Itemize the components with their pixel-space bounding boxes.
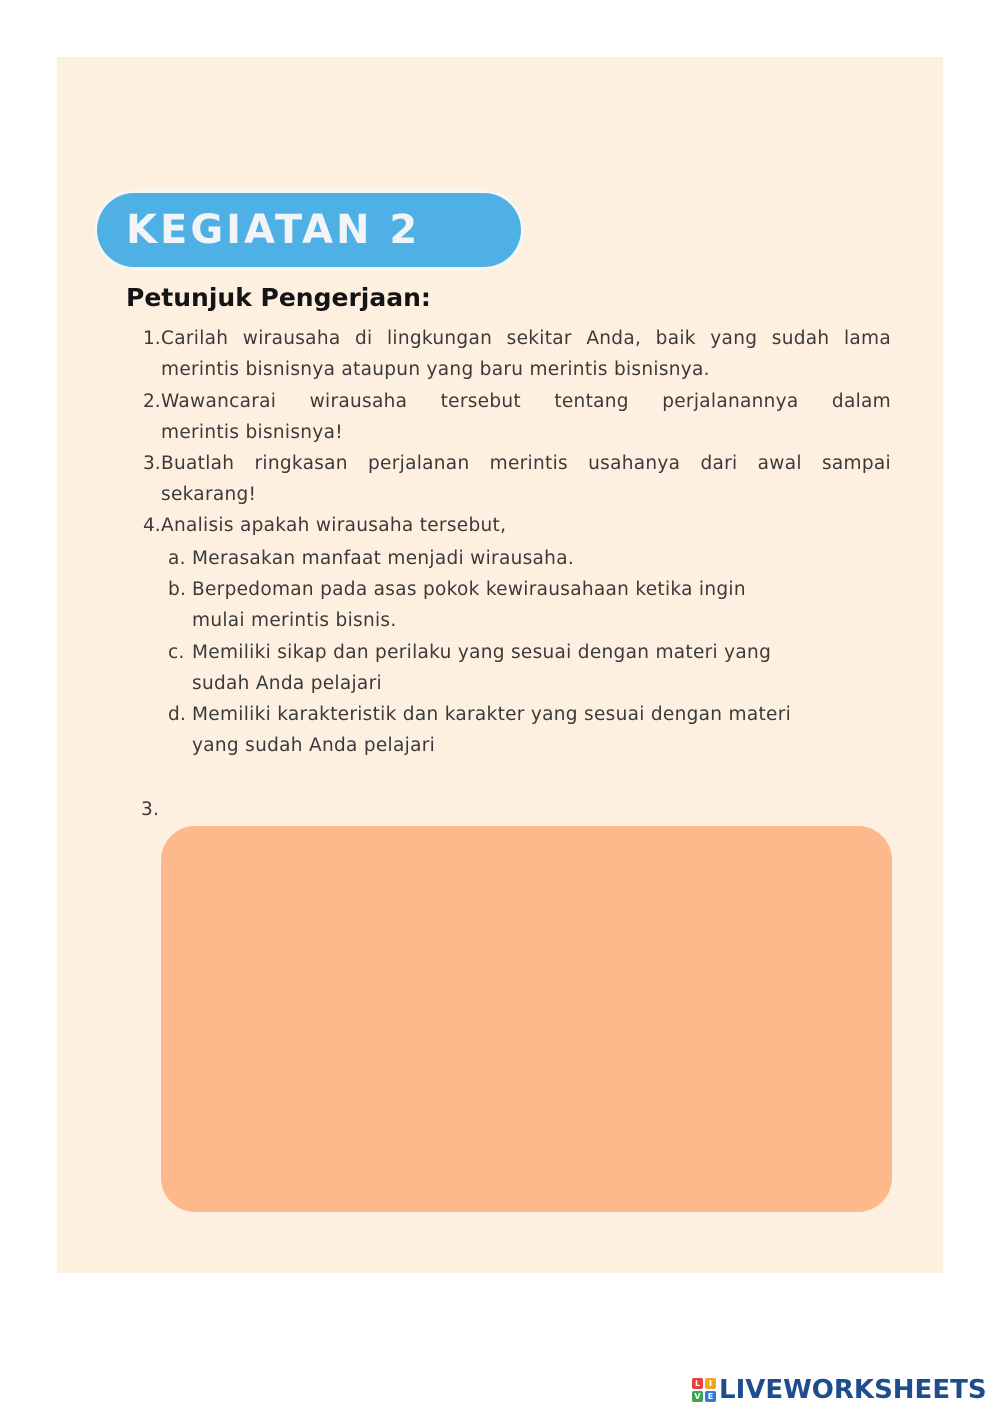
instruction-line: Carilah wirausaha di lingkungan sekitar Anda, baik yang sudah lama (161, 328, 891, 349)
sub-item-letter: c. (168, 642, 185, 663)
sub-item-line: Memiliki sikap dan perilaku yang sesuai dengan materi yang (192, 642, 772, 663)
instruction-number: 2. (143, 391, 161, 412)
sub-item-line: Berpedoman pada asas pokok kewirausahaan ketika ingin (192, 579, 746, 600)
instruction-number: 3. (143, 453, 161, 474)
instruction-line: Wawancarai wirausaha tersebut tentang perjalanannya dalam (161, 391, 891, 412)
liveworksheets-icon: L I V E (692, 1378, 716, 1402)
sub-item-line: Memiliki karakteristik dan karakter yang sesuai dengan materi (192, 704, 792, 725)
instructions-heading: Petunjuk Pengerjaan: (126, 283, 431, 312)
sub-item-line: sudah Anda pelajari (192, 673, 382, 694)
sub-item-line: Merasakan manfaat menjadi wirausaha. (192, 548, 575, 569)
liveworksheets-logo (692, 1373, 987, 1407)
instruction-line: merintis bisnisnya! (161, 422, 343, 443)
activity-title: KEGIATAN 2 (126, 207, 421, 253)
sub-item-line: mulai merintis bisnis. (192, 610, 397, 631)
instruction-number: 1. (143, 328, 161, 349)
sub-item-letter: d. (168, 704, 187, 725)
sub-item-letter: a. (168, 548, 186, 569)
sub-item-line: yang sudah Anda pelajari (192, 735, 436, 756)
instruction-line: Analisis apakah wirausaha tersebut, (161, 515, 507, 536)
answer-box[interactable] (161, 826, 892, 1212)
liveworksheets-wordmark: LIVEWORKSHEETS (719, 1375, 987, 1405)
answer-label: 3. (141, 799, 160, 820)
instruction-number: 4. (143, 515, 161, 536)
sub-item-letter: b. (168, 579, 187, 600)
instruction-line: sekarang! (161, 484, 257, 505)
instruction-line: merintis bisnisnya ataupun yang baru merintis bisnisnya. (161, 359, 710, 380)
instruction-line: Buatlah ringkasan perjalanan merintis usahanya dari awal sampai (161, 453, 891, 474)
